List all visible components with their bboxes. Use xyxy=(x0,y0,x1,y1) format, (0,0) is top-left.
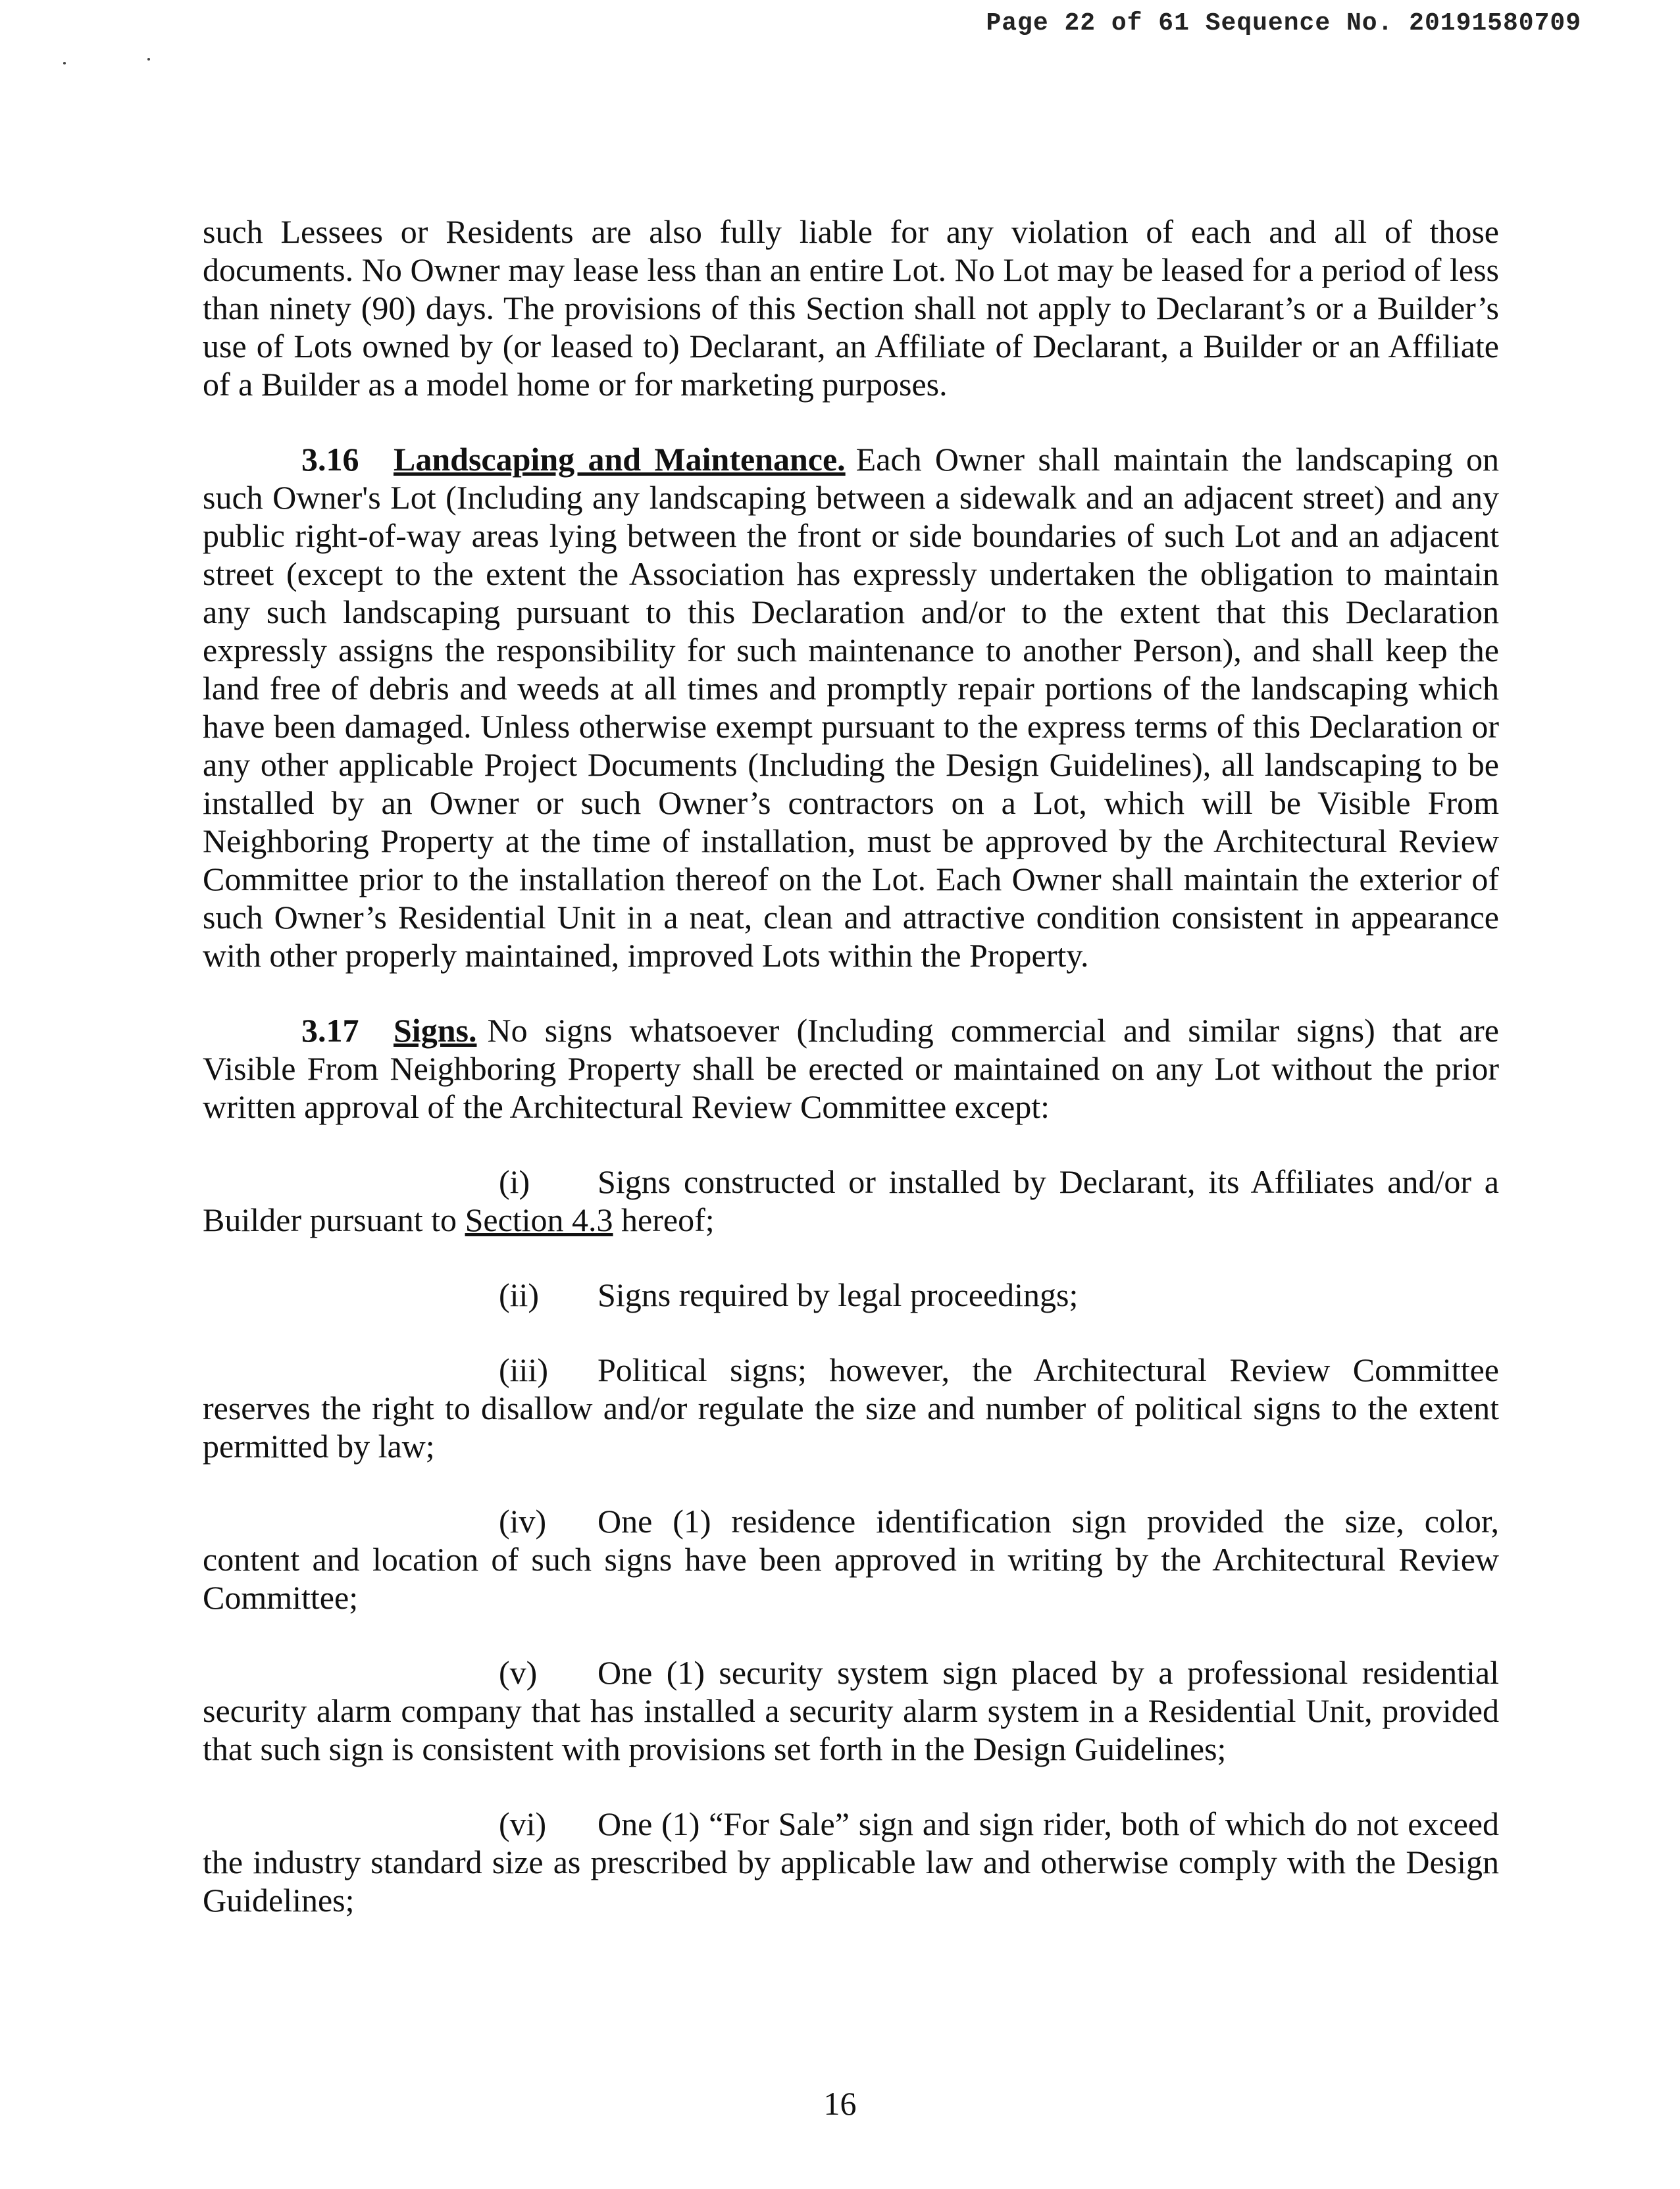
sign-exception-item xyxy=(203,1502,1499,1617)
sign-exception-item xyxy=(203,1163,1499,1239)
section-text: No signs whatsoever (Including commercial and similar signs) that are Visible From Neighboring Property shall be erected or maintained on any Lot without the prior written approval of the Architectural Review Committee except: xyxy=(203,1012,1499,1125)
sign-exception-item xyxy=(203,1276,1499,1314)
sign-exception-item xyxy=(203,1653,1499,1768)
sign-exception-item xyxy=(203,1805,1499,1919)
section-title: Signs. xyxy=(394,1012,477,1049)
item-text: One (1) security system sign placed by a professional residential security alarm company that has installed a security alarm system in a Residential Unit, provided that such sign is consistent with provisions set forth in the Design Guidelines; xyxy=(203,1654,1499,1767)
section-3-17-paragraph xyxy=(203,1011,1499,1126)
section-title: Landscaping and Maintenance. xyxy=(394,441,846,478)
scan-speck xyxy=(147,58,150,61)
item-text: Signs constructed or installed by Declarant, its Affiliates and/or a Builder pursuant to xyxy=(203,1163,1499,1238)
item-number: (iv) xyxy=(499,1503,547,1540)
page-number: 16 xyxy=(823,2085,857,2122)
section-3-16-paragraph xyxy=(203,440,1499,974)
item-number: (v) xyxy=(499,1654,538,1691)
item-text: One (1) residence identification sign provided the size, color, content and location of such signs have been approved in writing by the Architectural Review Committee; xyxy=(203,1503,1499,1616)
scan-speck xyxy=(63,62,66,64)
document-body xyxy=(203,213,1499,1956)
item-number: (vi) xyxy=(499,1805,547,1842)
item-text-end: hereof; xyxy=(613,1201,715,1238)
section-number: 3.17 xyxy=(301,1012,359,1049)
item-number: (i) xyxy=(499,1163,530,1200)
item-number: (iii) xyxy=(499,1351,548,1388)
continuation-paragraph: such Lessees or Residents are also fully liable for any violation of each and all of those documents. No Owner may lease less than an entire Lot. No Lot may be leased for a period of less than ninety (90) days. The provisions of this Section shall not apply to Declarant’s or a Builder’s use of Lots owned by (or leased to) Declarant, an Affiliate of Declarant, a Builder or an Affiliate of a Builder as a model home or for marketing purposes. xyxy=(203,213,1499,403)
sign-exception-item xyxy=(203,1351,1499,1465)
section-number: 3.16 xyxy=(301,441,359,478)
section-text: Each Owner shall maintain the landscaping on such Owner's Lot (Including any landscaping between a sidewalk and an adjacent street) and any public right-of-way areas lying between the front or side boundaries of such Lot and an adjacent street (except to the extent the Association has expressly undertaken the obligation to maintain any such landscaping pursuant to this Declaration and/or to the extent that this Declaration expressly assigns the responsibility for such maintenance to another Person), and shall keep the land free of debris and weeds at all times and promptly repair portions of the landscaping which have been damaged. Unless otherwise exempt pursuant to the express terms of this Declaration or any other applicable Project Documents (Including the Design Guidelines), all landscaping to be installed by an Owner or such Owner’s contractors on a Lot, which will be Visible From Neighboring Property at the time of installation, must be approved by the Architectural Review Committee prior to the installation thereof on the Lot. Each Owner shall maintain the exterior of such Owner’s Residential Unit in a neat, clean and attractive condition consistent in appearance with other properly maintained, improved Lots within the Property. xyxy=(203,441,1499,974)
item-text: Political signs; however, the Architectural Review Committee reserves the right to disallow and/or regulate the size and number of political signs to the extent permitted by law; xyxy=(203,1351,1499,1465)
item-text: One (1) “For Sale” sign and sign rider, both of which do not exceed the industry standard size as prescribed by applicable law and otherwise comply with the Design Guidelines; xyxy=(203,1805,1499,1919)
item-text: Signs required by legal proceedings; xyxy=(598,1276,1079,1313)
section-reference-link: Section 4.3 xyxy=(465,1201,613,1238)
item-number: (ii) xyxy=(499,1276,540,1313)
page-header: Page 22 of 61 Sequence No. 20191580709 xyxy=(986,9,1581,38)
